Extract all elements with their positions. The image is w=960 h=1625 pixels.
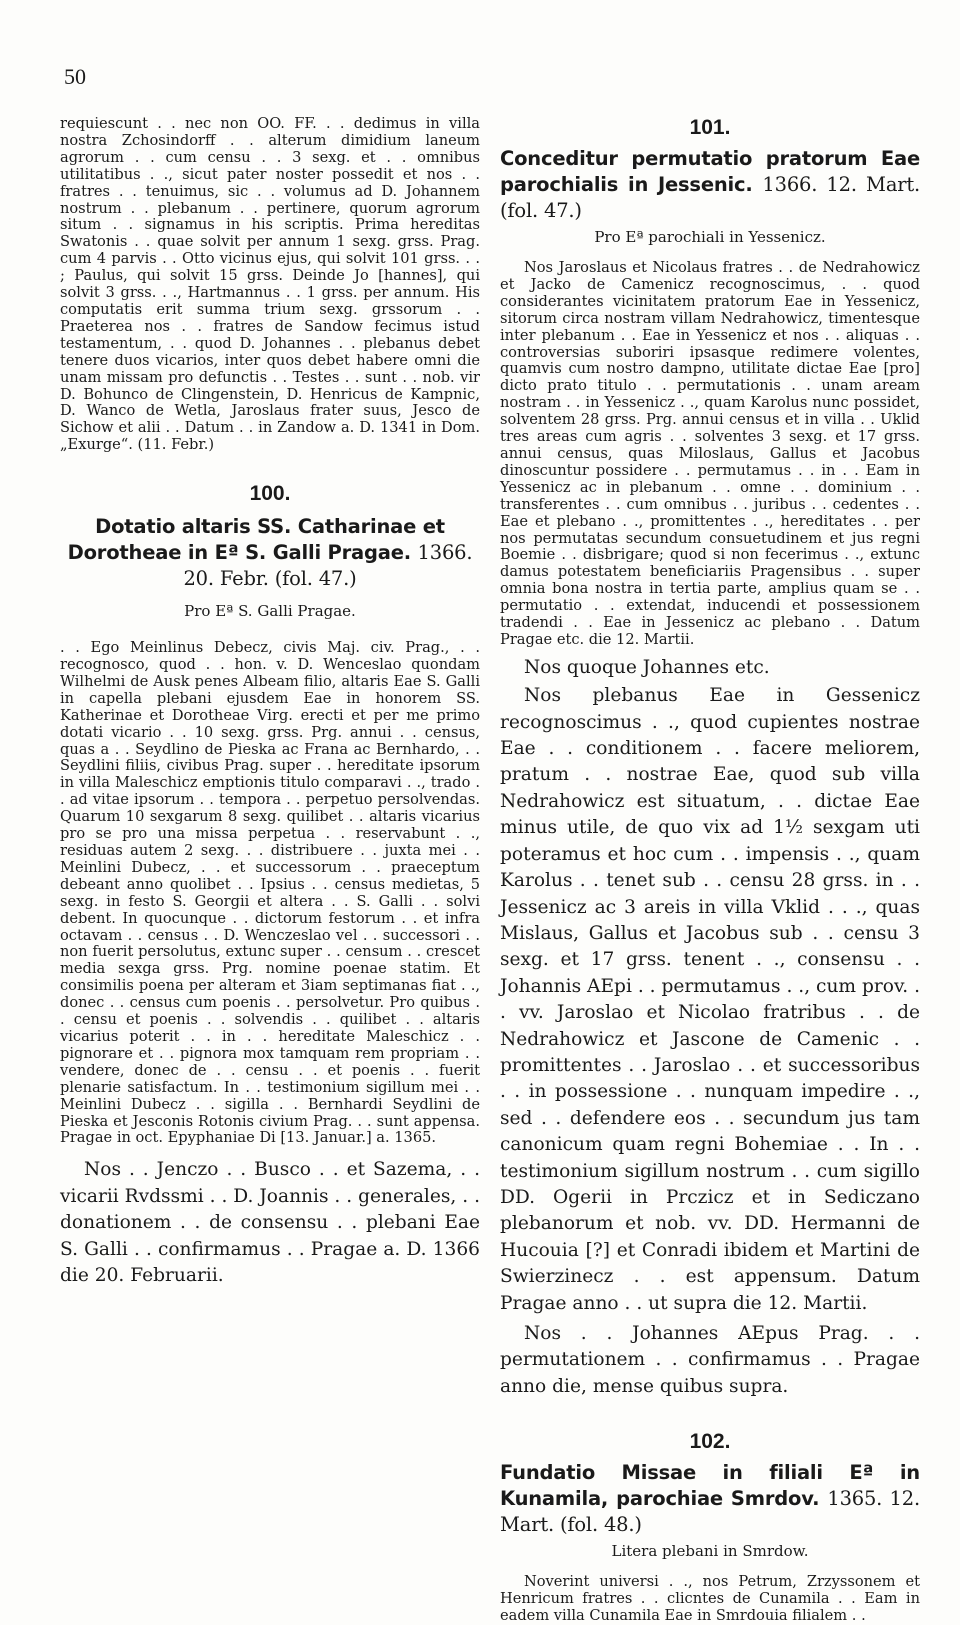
section-title-100-text: Dotatio altaris SS. Catharinae et Dorotheae in Eª S. Galli Pragae. xyxy=(67,515,445,565)
section-title-102-text: Fundatio Missae in filiali Eª in Kunamila, parochiae Smrdov. xyxy=(500,1461,920,1511)
section-subtitle-101: Pro Eª parochiali in Yessenicz. xyxy=(594,228,826,246)
left-column xyxy=(60,116,480,1289)
section-102-paragraph-1: Noverint universi . ., nos Petrum, Zrzyssonem et Henricum fratres . . clicntes de Cunamila . . Eam in eadem villa Cunamila Eae in Smrdouia filialem . . xyxy=(500,1573,920,1625)
section-date-101: 1366. 12. Mart. (fol. 47.) xyxy=(500,173,921,222)
section-title-102 xyxy=(500,1460,920,1538)
section-date-102: 1365. 12. Mart. (fol. 48.) xyxy=(500,1487,920,1537)
section-title-101 xyxy=(500,146,920,224)
section-number-101: 101. xyxy=(689,116,731,139)
left-paragraph-1: requiescunt . . nec non OO. FF. . . dedimus in villa nostra Zchosindorff . . alterum dimidium laneum agrorum . . cum censu . . 3 sexg. et . . omnibus utilitatibus . ., sicut pater noster possedit et nos . . fratres . . tenuimus, sic . . volumus ad D. Johannem nostrum . . plebanum . . pertinere, quorum agrorum situm . . signamus in his scriptis. Prima hereditas Swatonis . . quae solvit per annum 1 sexg. grss. Prag. cum 4 parvis . . Otto vicinus ejus, qui solvit 101 grss. . . ; Paulus, qui solvit 15 grss. Deinde Jo [hannes], qui solvit 3 grss. . ., Hartmannus . . 1 grss. per annum. His computatis erit summa trium sexg. grssorum . . Praeterea nos . . fratres de Sandow fecimus istud testamentum, . . quod D. Johannes . . plebanus debet tenere duos vicarios, inter quos debet habere omni die unam missam pro defunctis . . Testes . . sunt . . nob. vir D. Bohunco de Clingenstein, D. Henricus de Kampnic, D. Wanco de Wetla, Jaroslaus frater suus, Jesco de Sichow et alii . . Datum . . in Zandow a. D. 1341 in Dom. „Exurge“. (11. Febr.) xyxy=(60,115,480,454)
section-title-101-text: Conceditur permutatio pratorum Eae parochialis in Jessenic. xyxy=(500,147,920,196)
section-101-paragraph-2: Nos quoque Johannes etc. xyxy=(524,656,770,678)
section-date-100: 1366. 20. Febr. (fol. 47.) xyxy=(183,541,473,591)
section-101-paragraph-3: Nos plebanus Eae in Gessenicz recognoscimus . ., quod cupientes nostrae Eae . . conditionem . . facere meliorem, pratum . . nostrae Eae, quod sub villa Nedrahowicz est situatum, . . dictae Eae minus utile, de quo vix ad 1½ sexgam uti poteramus et hoc cum . . impensis . ., quam Karolus . . tenet sub . . censu 28 grss. in . . Jessenicz ac 3 areis in villa Vklid . . ., quas Mislaus, Gallus et Jacobus sub . . censu 3 sexg. et 17 grss. tenent . ., consensu . . Johannis AEpi . . permutamus . ., cum prov. . . vv. Jaroslao et Nicolao fratribus . . de Nedrahowicz et Jascone de Camenic . . promittentes . . Jaroslao . . et successoribus . . in possessione . . nunquam impedire . ., sed . . defendere eos . . secundum jus tam canonicum quam regni Bohemiae . . In . . testimonium sigillum nostrum . . cum sigillo DD. Ogerii in Prczicz et in Sediczano plebanorum et nob. vv. DD. Hermanni de Hucouia [?] et Conradi ibidem et Martini de Swierzinecz . . est appensum. Datum Pragae anno . . ut supra die 12. Martii. xyxy=(500,685,920,1314)
section-number-100: 100. xyxy=(249,482,291,506)
section-100-paragraph-1: . . Ego Meinlinus Debecz, civis Maj. civ. Prag., . . recognosco, quod . . hon. v. D. Wenceslao quondam Wilhelmi de Ausk penes Albeam filio, altaris Eae S. Galli in capella plebani ejusdem Eae in honorem SS. Katherinae et Dorotheae Virg. erecti et per me primo dotati vicario . . 10 sexg. grss. Prg. annui . . census, quas a . . Seydlino de Pieska ac Frana ac Bernhardo, . . Seydlini filiis, civibus Prag. super . . hereditate ipsorum in villa Maleschicz emptionis titulo comparavi . ., trado . . ad vitae ipsorum . . tempora . . perpetuo persolvendas. Quarum 10 sexgarum 8 sexg. quilibet . . altaris vicarius pro se pro una missa perpetua . . reservabunt . ., residuas autem 2 sexg. . . distribuere . . juxta mei . . Meinlini Dubecz, . . et successorum . . praeceptum debeant anno quolibet . . Ipsius . . census medietas, 5 sexg. in festo S. Georgii et altera . . S. Galli . . solvi debent. In quocunque . . dictorum festorum . . et infra octavam . . census . . D. Wenczeslao vel . . successori . . non fuerit persolutus, extunc super . . censum . . crescet media sexga grss. Prg. nomine poenae statim. Et consimilis poena per alteram et 3iam septimanas fiat . ., donec . . census cum poenis . . persolvetur. Pro quibus . . censu et poenis . . solvendis . . quilibet . . altaris vicarius poterit . . in . . hereditate Maleschicz . . pignorare et . . pignora mox tamquam rem propriam . . vendere, donec de . . censu . . et poenis . . fuerit plenarie satisfactum. In . . testimonium sigillum mei . . Meinlini Dubecz . . sigilla . . Bernhardi Seydlini de Pieska et Jesconis Rotonis civium Prag. . . sunt appensa. Pragae in oct. Epyphaniae Di [13. Januar.] a. 1365. xyxy=(60,639,480,1147)
section-100-paragraph-2: Nos . . Jenczo . . Busco . . et Sazema, . . vicarii Rvdssmi . . D. Joannis . . generales, . . donationem . . de consensu . . plebani Eae S. Galli . . confirmamus . . Pragae a. D. 1366 die 20. Februarii. xyxy=(60,1159,480,1286)
section-subtitle-100: Pro Eª S. Galli Pragae. xyxy=(184,602,356,621)
section-number-102: 102. xyxy=(689,1430,731,1454)
section-101-paragraph-4: Nos . . Johannes AEpus Prag. . . permutationem . . confirmamus . . Pragae anno die, mense quibus supra. xyxy=(500,1323,920,1397)
page-number: 50 xyxy=(64,64,86,89)
section-subtitle-102: Litera plebani in Smrdow. xyxy=(611,1542,809,1561)
section-101-paragraph-1: Nos Jaroslaus et Nicolaus fratres . . de Nedrahowicz et Jacko de Camenicz recognoscimus, . . quod considerantes vicinitatem pratorum Eae in Yessenicz, sitorum circa nostram villam Nedrahowicz, timentesque inter plebanum . . Eae in Yessenicz et nos . . aliquas . . controversias suboriri ipsasque redimere volentes, quamvis cum nostro dampno, utilitate dictae Eae [pro] dicto prato titulo . . permutationis . . unam aream nostram . . in Yessenicz . ., quam Karolus nunc possidet, solventem 28 grss. Prg. annui census et in villa . . Uklid tres areas cum agris . . solventes 3 sexg. et 17 grss. annui census, quas Miloslaus, Gallus et Jacobus dinoscuntur possidere . . permutamus . . in . . Eam in Yessenicz ac in plebanum . . omne . . dominium . . transferentes . . cum omnibus . . juribus . . cedentes . . Eae et plebano . ., promittentes . ., hereditates . . per nos permutatas secundum consuetudinem et jus regni Boemie . . disbrigare; quod si non fecerimus . ., extunc damus potestatem beneficiariis Pragensibus . . super omnia bona nostra in tertia parte, amplius quam se . . permutatio . . extendat, inducendi et possessionem tradendi . . Eae in Jessenicz ac plebano . . Datum Pragae etc. die 12. Martii. xyxy=(500,259,920,648)
right-column xyxy=(500,116,920,1625)
section-title-100 xyxy=(60,514,480,592)
